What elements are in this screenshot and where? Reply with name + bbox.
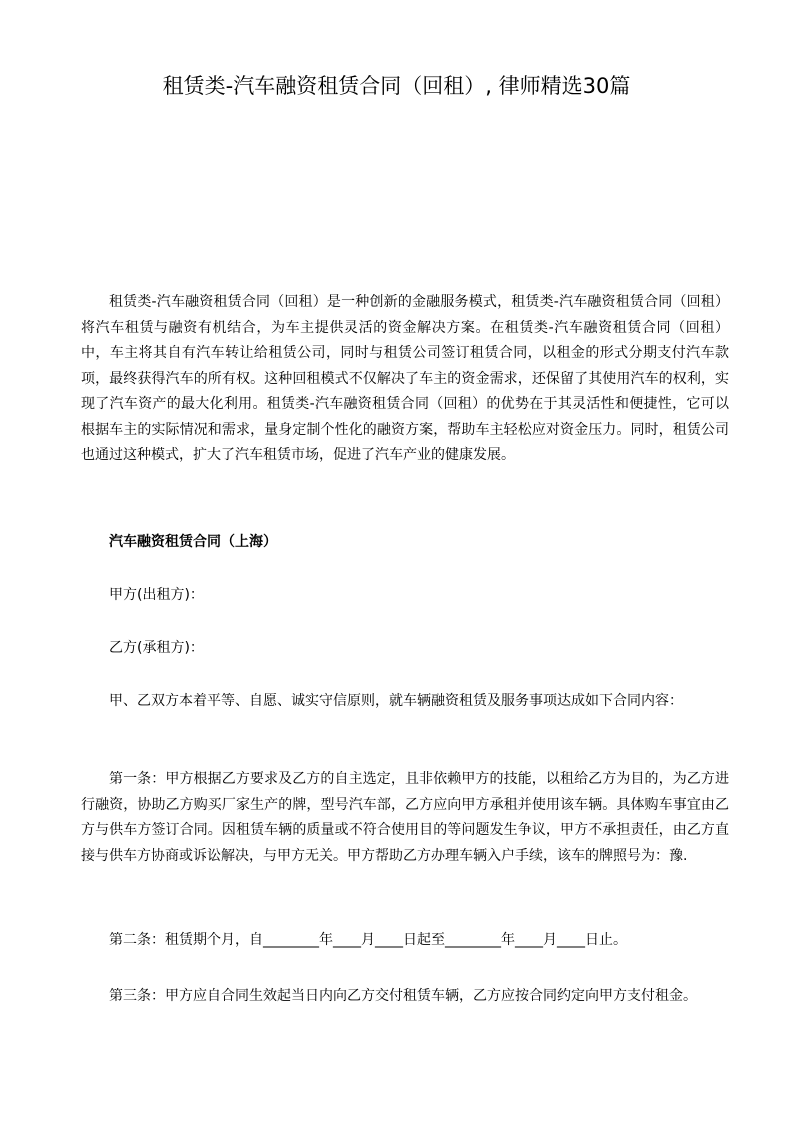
contract-heading-block [81, 530, 729, 556]
article-1-block [81, 767, 729, 869]
intro-block [81, 290, 729, 469]
preamble-paragraph: 甲、乙双方本着平等、自愿、诚实守信原则，就车辆融资租赁及服务事项达成如下合同内容： [109, 693, 683, 709]
party-b-block [81, 636, 729, 662]
contract-heading: 汽车融资租赁合同（上海） [109, 534, 277, 550]
article-1-paragraph: 第一条：甲方根据乙方要求及乙方的自主选定，且非依赖甲方的技能，以租给乙方为目的，为乙方进行融资，协助乙方购买厂家生产的牌，型号汽车部，乙方应向甲方承租并使用该车辆。具体购车事宜由乙方与供车方签订合同。因租赁车辆的质量或不符合使用目的等问题发生争议，甲方不承担责任，由乙方直接与供车方协商或诉讼解决，与甲方无关。甲方帮助乙方办理车辆入户手续，该车的牌照号为：豫. [81, 771, 729, 864]
party-a-block [81, 583, 729, 609]
article-2-block [81, 928, 729, 954]
article-3-block [81, 984, 729, 1010]
party-a-label: 甲方(出租方)： [109, 587, 204, 603]
document-title: 租赁类-汽车融资租赁合同（回租）, 律师精选30篇 [162, 74, 631, 98]
article-2-paragraph: 第二条：租赁期个月，自________年____月____日起至________年____月____日止。 [109, 932, 627, 948]
party-b-label: 乙方(承租方)： [109, 640, 204, 656]
intro-paragraph: 租赁类-汽车融资租赁合同（回租）是一种创新的金融服务模式，租赁类-汽车融资租赁合同（回租）将汽车租赁与融资有机结合，为车主提供灵活的资金解决方案。在租赁类-汽车融资租赁合同（回租）中，车主将其自有汽车转让给租赁公司，同时与租赁公司签订租赁合同，以租金的形式分期支付汽车款项，最终获得汽车的所有权。这种回租模式不仅解决了车主的资金需求，还保留了其使用汽车的权利，实现了汽车资产的最大化利用。租赁类-汽车融资租赁合同（回租）的优势在于其灵活性和便捷性，它可以根据车主的实际情况和需求，量身定制个性化的融资方案，帮助车主轻松应对资金压力。同时，租赁公司也通过这种模式，扩大了汽车租赁市场，促进了汽车产业的健康发展。 [81, 294, 729, 463]
article-3-paragraph: 第三条：甲方应自合同生效起当日内向乙方交付租赁车辆，乙方应按合同约定向甲方支付租金。 [109, 988, 697, 1004]
preamble-block [81, 689, 729, 715]
